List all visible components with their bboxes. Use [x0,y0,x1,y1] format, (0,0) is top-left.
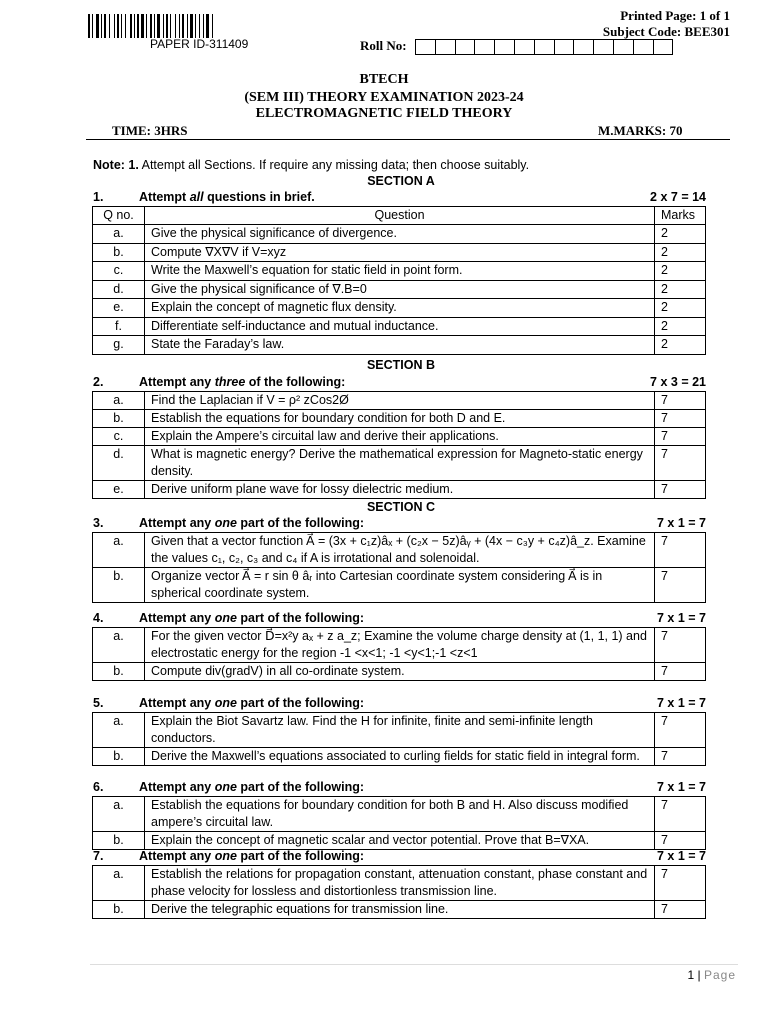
question-marks: 7 [655,832,706,850]
question-marks: 7 x 1 = 7 [657,516,706,530]
question-label: b. [93,663,145,681]
question-marks: 2 x 7 = 14 [650,190,706,204]
question-marks: 7 [655,392,706,410]
roll-no-box[interactable] [593,39,614,55]
table-row [93,280,706,299]
question-text: Derive uniform plane wave for lossy dielectric medium. [145,481,655,499]
question-marks: 7 [655,446,706,481]
question-label: c. [93,262,145,281]
printed-page: Printed Page: 1 of 1 [620,8,730,23]
question-number: 5. [93,696,104,710]
question-label: c. [93,428,145,446]
table-row [93,866,706,901]
question-label: e. [93,299,145,318]
table-row [93,410,706,428]
table-row [93,299,706,318]
question-marks: 7 [655,866,706,901]
question-instruction: Attempt any one part of the following: [139,696,365,710]
question-text: Find the Laplacian if V = ρ² zCos2Ø [145,392,655,410]
table-row [93,481,706,499]
question-text: Differentiate self-inductance and mutual inductance. [145,317,655,336]
question-marks: 7 [655,568,706,603]
footer-divider [90,964,738,965]
question-number: 4. [93,611,104,625]
roll-no-box[interactable] [613,39,634,55]
question-text: Compute div(gradV) in all co-ordinate system. [145,663,655,681]
question-label: b. [93,901,145,919]
question-marks: 2 [655,299,706,318]
question-marks: 7 [655,410,706,428]
note-prefix: Note: 1. [93,158,139,172]
table-row [93,262,706,281]
section-a-table [92,206,706,355]
question-label: b. [93,410,145,428]
header-divider [86,139,730,140]
question-text: Give the physical significance of ∇.B=0 [145,280,655,299]
question-marks: 7 [655,628,706,663]
question-label: d. [93,446,145,481]
section-c-title: SECTION C [366,500,436,514]
roll-no-box[interactable] [573,39,594,55]
roll-no-box[interactable] [554,39,575,55]
roll-no-box[interactable] [653,39,674,55]
question-label: b. [93,748,145,766]
section-b-title: SECTION B [366,358,436,372]
question-label: b. [93,832,145,850]
question-label: g. [93,336,145,355]
question-6-line [90,780,706,796]
question-label: a. [93,628,145,663]
page-number: 1 [687,968,695,982]
table-row [93,317,706,336]
question-marks: 7 x 3 = 21 [650,375,706,389]
course-title: BTECH [359,72,409,87]
question-instruction: Attempt any one part of the following: [139,780,365,794]
question-number: 7. [93,849,104,863]
question-text: What is magnetic energy? Derive the mathematical expression for Magneto-static energy density. [145,446,655,481]
question-text: Give the physical significance of divergence. [145,225,655,244]
question-4-table [92,627,706,681]
question-marks: 2 [655,336,706,355]
question-marks: 7 [655,797,706,832]
question-marks: 2 [655,262,706,281]
question-label: f. [93,317,145,336]
question-5-table [92,712,706,766]
question-label: a. [93,713,145,748]
table-row [93,568,706,603]
question-text: Explain the concept of magnetic flux density. [145,299,655,318]
table-row [93,446,706,481]
paper-id: PAPER ID-311409 [150,37,249,51]
question-label: a. [93,225,145,244]
exam-title: (SEM III) THEORY EXAMINATION 2023-24 [244,90,524,105]
table-row [93,901,706,919]
page-separator: | [694,968,704,982]
exam-time: TIME: 3HRS [112,123,188,138]
question-label: e. [93,481,145,499]
max-marks: M.MARKS: 70 [598,123,683,138]
question-marks: 7 [655,748,706,766]
question-label: a. [93,866,145,901]
question-7-table [92,865,706,919]
question-marks: 7 [655,428,706,446]
table-row [93,832,706,850]
question-marks: 7 [655,533,706,568]
question-instruction: Attempt all questions in brief. [139,190,315,204]
question-marks: 7 x 1 = 7 [657,696,706,710]
question-text: Organize vector A⃗ = r sin θ âᵣ into Cartesian coordinate system considering A⃗ is in spherical coordinate system. [145,568,655,603]
question-7-line [90,849,706,865]
subject-title: ELECTROMAGNETIC FIELD THEORY [255,106,513,121]
question-number: 1. [93,190,104,204]
roll-no-label: Roll No: [360,38,407,53]
roll-no-box[interactable] [633,39,654,55]
table-row [93,428,706,446]
subject-code: Subject Code: BEE301 [602,24,730,39]
question-instruction: Attempt any one part of the following: [139,611,365,625]
table-row [93,243,706,262]
question-text: Write the Maxwell’s equation for static field in point form. [145,262,655,281]
table-row [93,533,706,568]
question-marks: 7 [655,713,706,748]
question-instruction: Attempt any one part of the following: [139,516,365,530]
page-word: Page [703,968,736,982]
printed-page-block [603,8,730,40]
question-number: 3. [93,516,104,530]
page-footer [687,968,736,982]
table-row [93,225,706,244]
question-text: Explain the Ampere’s circuital law and derive their applications. [145,428,655,446]
col-qno-header: Q no. [93,207,145,225]
section-b-table [92,391,706,499]
question-marks: 7 [655,481,706,499]
question-text: Derive the telegraphic equations for transmission line. [145,901,655,919]
question-text: Given that a vector function A⃗ = (3x + c₁z)âₓ + (c₂x − 5z)âᵧ + (4x − c₃y + c₄z)â_z. Examine the values c₁, c₂, c₃ and c₄ if A is irrotational and solenoidal. [145,533,655,568]
question-5-line [90,696,706,712]
question-text: Establish the equations for boundary condition for both B and H. Also discuss modified ampere’s circuital law. [145,797,655,832]
barcode [88,14,318,38]
roll-no-box[interactable] [534,39,555,55]
roll-no-box[interactable] [435,39,456,55]
roll-no-box[interactable] [474,39,495,55]
table-row [93,663,706,681]
question-1-line [90,190,706,206]
roll-no-box[interactable] [415,39,436,55]
question-marks: 2 [655,280,706,299]
question-number: 6. [93,780,104,794]
question-3-table [92,532,706,603]
question-marks: 7 x 1 = 7 [657,611,706,625]
question-marks: 7 x 1 = 7 [657,780,706,794]
question-marks: 2 [655,317,706,336]
table-row [93,713,706,748]
question-instruction: Attempt any three of the following: [139,375,346,389]
question-6-table [92,796,706,850]
question-label: b. [93,568,145,603]
question-label: a. [93,392,145,410]
roll-no-box[interactable] [514,39,535,55]
question-number: 2. [93,375,104,389]
section-a-title: SECTION A [367,174,435,188]
table-row [93,392,706,410]
question-text: Explain the Biot Savartz law. Find the H for infinite, finite and semi-infinite length conductors. [145,713,655,748]
table-header-row [93,207,706,225]
question-label: b. [93,243,145,262]
question-label: a. [93,797,145,832]
question-3-line [90,516,706,532]
question-text: Explain the concept of magnetic scalar and vector potential. Prove that B=∇XA. [145,832,655,850]
question-marks: 2 [655,225,706,244]
question-marks: 2 [655,243,706,262]
question-marks: 7 x 1 = 7 [657,849,706,863]
question-4-line [90,611,706,627]
table-row [93,336,706,355]
question-text: State the Faraday’s law. [145,336,655,355]
roll-no-boxes[interactable] [416,39,673,55]
question-text: Compute ∇X∇V if V=xyz [145,243,655,262]
col-question-header: Question [145,207,655,225]
question-instruction: Attempt any one part of the following: [139,849,365,863]
col-marks-header: Marks [655,207,706,225]
question-marks: 7 [655,901,706,919]
question-text: Establish the equations for boundary condition for both D and E. [145,410,655,428]
question-text: For the given vector D⃗=x²y aₓ + z a_z; Examine the volume charge density at (1, 1, 1) and electrostatic energy for the region -1 <x<1; -1 <y<1;-1 <z<1 [145,628,655,663]
question-label: a. [93,533,145,568]
roll-no-box[interactable] [494,39,515,55]
note-text: Attempt all Sections. If require any missing data; then choose suitably. [138,158,530,172]
table-row [93,628,706,663]
table-row [93,748,706,766]
table-row [93,797,706,832]
roll-no-box[interactable] [455,39,476,55]
note [93,158,529,172]
question-text: Derive the Maxwell’s equations associated to curling fields for static field in integral form. [145,748,655,766]
question-text: Establish the relations for propagation constant, attenuation constant, phase constant and phase velocity for lossless and distortionless transmission line. [145,866,655,901]
question-label: d. [93,280,145,299]
question-2-line [90,375,706,391]
question-marks: 7 [655,663,706,681]
